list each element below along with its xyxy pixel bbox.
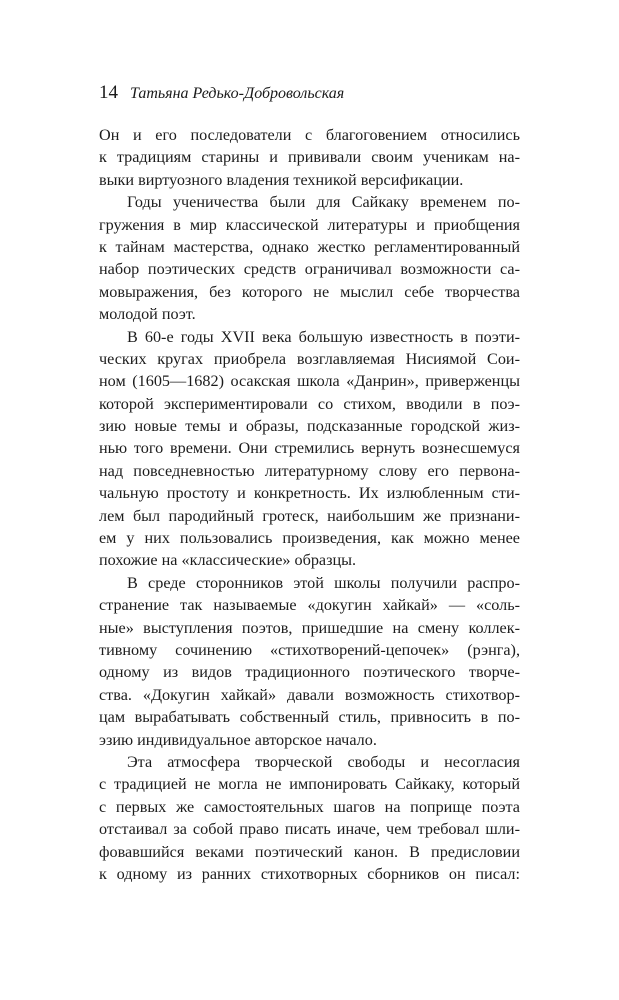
text-line: зию новые темы и образы, подсказанные городской жиз- [99,417,520,436]
text-line: ном (1605—1682) осакская школа «Данрин», приверженцы [99,372,520,391]
running-head-author: Татьяна Редько-Добровольская [130,85,345,102]
text-line: Он и его последователи с благоговением относились [99,126,520,144]
text-line: отстаивал за собой право писать иначе, чем требовал шли- [99,820,520,839]
text-line: ные» выступления поэтов, пришедшие на смену коллек- [99,618,520,637]
text-line: с первых же самостоятельных шагов на поприще поэта [99,797,520,816]
text-line: ем у них пользовались произведения, как можно менее [99,529,520,548]
text-line: к традициям старины и прививали своим ученикам на- [99,148,520,167]
text-line: странение так называемые «докугин хайкай» — «соль- [99,596,520,615]
text-line: молодой поэт. [99,305,196,324]
text-line: чальную простоту и конкретность. Их излюбленным сти- [99,484,520,503]
text-line: мовыражения, без которого не мыслил себе творчества [99,282,520,301]
text-line: ческих кругах приобрела возглавляемая Нисиямой Сои- [99,349,520,368]
body-text [99,124,520,885]
text-line: фовавшийся веками поэтический канон. В предисловии [99,842,520,861]
text-line: с традицией не могла не импонировать Сайкаку, который [99,775,520,794]
text-line: лем был пародийный гротеск, наибольшим же признани- [99,506,520,525]
text-line: гружения в мир классической литературы и приобщения [99,215,520,234]
text-line: В 60-е годы XVII века большую известность в поэти- [127,327,520,346]
text-line: к одному из ранних стихотворных сборников он писал: [99,864,520,883]
text-line: эзию индивидуальное авторское начало. [99,730,377,749]
page-number: 14 [99,82,118,103]
text-line: которой экспериментировали со стихом, вводили в поэ- [99,394,520,413]
text-line: набор поэтических средств ограничивал возможности са- [99,260,520,279]
text-line: ства. «Докугин хайкай» давали возможность стихотвор- [99,685,520,704]
text-line: одному из видов традиционного поэтического творче- [99,663,520,682]
text-line: В среде сторонников этой школы получили распро- [127,573,520,592]
text-line: Годы ученичества были для Сайкаку временем по- [127,193,520,212]
text-line: похожие на «классические» образцы. [99,551,357,570]
text-line: над повседневностью литературному слову его первона- [99,461,520,480]
text-line: цам вырабатывать собственный стиль, привносить в по- [99,708,520,727]
text-line: выки виртуозного владения техникой версификации. [99,170,464,189]
text-line: к тайнам мастерства, однако жестко регламентированный [99,237,520,256]
text-line: Эта атмосфера творческой свободы и несогласия [127,752,520,771]
text-line: тивному сочинению «стихотворений-цепочек» (рэнга), [99,640,520,659]
text-line: нью того времени. Они стремились вернуть вознесшемуся [99,439,520,458]
page-header [99,82,344,106]
